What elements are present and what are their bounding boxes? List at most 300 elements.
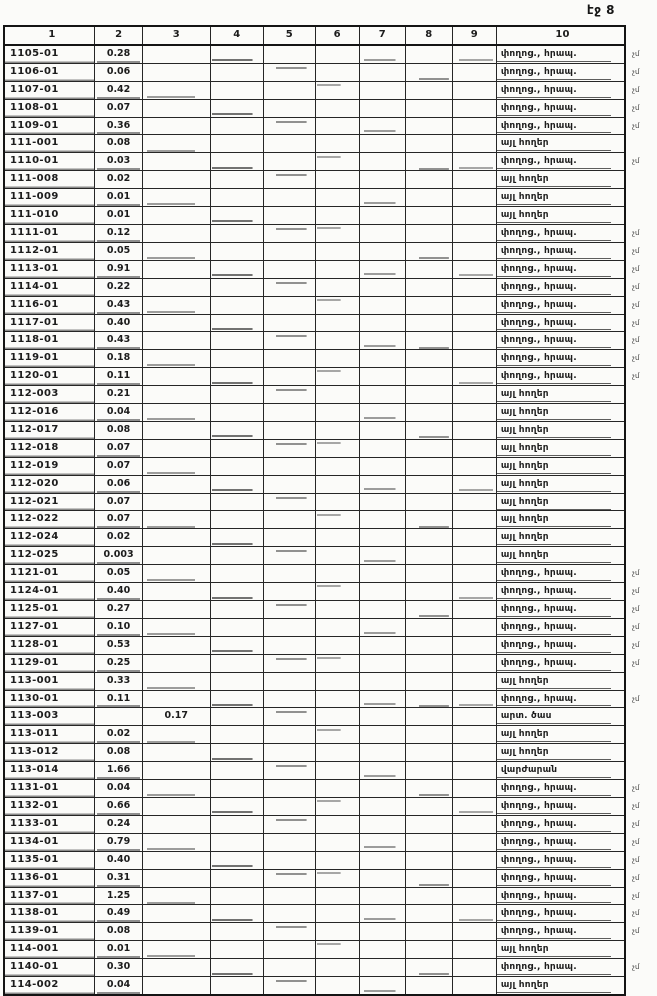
empty-cell bbox=[210, 350, 263, 368]
parcel-code-cell: 114-001 bbox=[4, 941, 95, 959]
area-col3-cell bbox=[142, 547, 210, 565]
area-col2-cell: 0.53 bbox=[95, 636, 143, 654]
land-use-cell: փողոց., հրապ. bbox=[496, 99, 625, 117]
empty-cell bbox=[210, 887, 263, 905]
empty-cell bbox=[405, 780, 452, 798]
empty-cell bbox=[210, 189, 263, 207]
land-use-cell: փողոց., հրապ. bbox=[496, 81, 625, 99]
parcel-code-cell: 112-022 bbox=[4, 511, 95, 529]
table-row bbox=[4, 797, 656, 815]
margin-note: չմ bbox=[632, 819, 640, 828]
empty-cell bbox=[315, 457, 359, 475]
table-row bbox=[4, 583, 656, 601]
empty-cell bbox=[452, 207, 496, 225]
empty-cell bbox=[210, 332, 263, 350]
area-col3-cell bbox=[142, 171, 210, 189]
empty-cell bbox=[263, 672, 315, 690]
empty-cell bbox=[263, 207, 315, 225]
empty-cell bbox=[315, 690, 359, 708]
table-row bbox=[4, 475, 656, 493]
empty-cell bbox=[405, 959, 452, 977]
empty-cell bbox=[315, 386, 359, 404]
land-use-cell: փողոց., հրապ. bbox=[496, 851, 625, 869]
margin-note bbox=[625, 439, 656, 457]
empty-cell bbox=[315, 404, 359, 422]
margin-note bbox=[625, 421, 656, 439]
empty-cell bbox=[452, 457, 496, 475]
table-row bbox=[4, 959, 656, 977]
margin-note: չմ bbox=[632, 336, 640, 345]
parcel-code-cell: 1127-01 bbox=[4, 618, 95, 636]
table-row bbox=[4, 762, 656, 780]
empty-cell bbox=[263, 117, 315, 135]
empty-cell bbox=[359, 63, 405, 81]
parcel-code-cell: 1105-01 bbox=[4, 45, 95, 63]
land-use-cell: փողոց., հրապ. bbox=[496, 636, 625, 654]
area-col3-cell bbox=[142, 601, 210, 619]
area-col2-cell: 0.08 bbox=[95, 744, 143, 762]
empty-cell bbox=[263, 726, 315, 744]
parcel-code-cell: 112-003 bbox=[4, 386, 95, 404]
land-use-cell: փողոց., հրապ. bbox=[496, 45, 625, 63]
table-row bbox=[4, 601, 656, 619]
table-row bbox=[4, 708, 656, 726]
table-row bbox=[4, 278, 656, 296]
table-row bbox=[4, 404, 656, 422]
empty-cell bbox=[452, 959, 496, 977]
empty-cell bbox=[405, 404, 452, 422]
area-col3-cell bbox=[142, 45, 210, 63]
land-use-cell: փողոց., հրապ. bbox=[496, 565, 625, 583]
table-row bbox=[4, 905, 656, 923]
table-row bbox=[4, 421, 656, 439]
parcel-code-cell: 1121-01 bbox=[4, 565, 95, 583]
table-row bbox=[4, 923, 656, 941]
empty-cell bbox=[263, 923, 315, 941]
empty-cell bbox=[315, 762, 359, 780]
empty-cell bbox=[359, 708, 405, 726]
table-row bbox=[4, 171, 656, 189]
empty-cell bbox=[359, 977, 405, 995]
empty-cell bbox=[315, 636, 359, 654]
empty-cell bbox=[263, 99, 315, 117]
land-use-cell: այլ հողեր bbox=[496, 744, 625, 762]
empty-cell bbox=[452, 547, 496, 565]
land-use-cell: այլ հողեր bbox=[496, 493, 625, 511]
empty-cell bbox=[210, 135, 263, 153]
area-col2-cell: 0.25 bbox=[95, 654, 143, 672]
margin-note: չմ bbox=[632, 587, 640, 596]
area-col3-cell bbox=[142, 923, 210, 941]
margin-note bbox=[625, 941, 656, 959]
area-col3-cell bbox=[142, 63, 210, 81]
area-col2-cell: 0.06 bbox=[95, 475, 143, 493]
empty-cell bbox=[263, 654, 315, 672]
table-row bbox=[4, 99, 656, 117]
area-col2-cell: 0.06 bbox=[95, 63, 143, 81]
area-col2-cell: 0.79 bbox=[95, 833, 143, 851]
empty-cell bbox=[405, 923, 452, 941]
empty-cell bbox=[263, 708, 315, 726]
empty-cell bbox=[405, 386, 452, 404]
land-use-cell: փողոց., հրապ. bbox=[496, 690, 625, 708]
area-col2-cell: 0.11 bbox=[95, 368, 143, 386]
area-col2-cell: 1.66 bbox=[95, 762, 143, 780]
empty-cell bbox=[263, 242, 315, 260]
empty-cell bbox=[315, 959, 359, 977]
area-col3-cell bbox=[142, 314, 210, 332]
empty-cell bbox=[452, 636, 496, 654]
empty-cell bbox=[315, 923, 359, 941]
area-col2-cell: 0.43 bbox=[95, 296, 143, 314]
empty-cell bbox=[359, 368, 405, 386]
empty-cell bbox=[210, 959, 263, 977]
margin-note bbox=[625, 547, 656, 565]
column-header: 5 bbox=[263, 26, 315, 45]
empty-cell bbox=[405, 189, 452, 207]
area-col2-cell: 0.91 bbox=[95, 260, 143, 278]
empty-cell bbox=[359, 404, 405, 422]
margin-note bbox=[625, 475, 656, 493]
empty-cell bbox=[210, 833, 263, 851]
margin-note: չմ bbox=[632, 927, 640, 936]
empty-cell bbox=[405, 941, 452, 959]
empty-cell bbox=[452, 833, 496, 851]
parcel-code-cell: 1140-01 bbox=[4, 959, 95, 977]
empty-cell bbox=[405, 529, 452, 547]
empty-cell bbox=[452, 296, 496, 314]
area-col3-cell bbox=[142, 404, 210, 422]
empty-cell bbox=[210, 260, 263, 278]
parcel-code-cell: 113-014 bbox=[4, 762, 95, 780]
land-use-cell: այլ հողեր bbox=[496, 672, 625, 690]
empty-cell bbox=[405, 314, 452, 332]
margin-note: չմ bbox=[632, 318, 640, 327]
empty-cell bbox=[210, 475, 263, 493]
empty-cell bbox=[359, 869, 405, 887]
land-use-cell: այլ հողեր bbox=[496, 726, 625, 744]
area-col2-cell: 0.04 bbox=[95, 404, 143, 422]
area-col3-cell bbox=[142, 959, 210, 977]
empty-cell bbox=[405, 439, 452, 457]
area-col2-cell: 0.40 bbox=[95, 851, 143, 869]
table-header bbox=[4, 26, 656, 45]
empty-cell bbox=[210, 511, 263, 529]
empty-cell bbox=[315, 332, 359, 350]
empty-cell bbox=[405, 278, 452, 296]
table-row bbox=[4, 368, 656, 386]
empty-cell bbox=[452, 99, 496, 117]
area-col3-cell bbox=[142, 726, 210, 744]
empty-cell bbox=[210, 690, 263, 708]
empty-cell bbox=[405, 260, 452, 278]
empty-cell bbox=[315, 242, 359, 260]
empty-cell bbox=[315, 189, 359, 207]
empty-cell bbox=[452, 314, 496, 332]
area-col3-cell bbox=[142, 368, 210, 386]
empty-cell bbox=[263, 547, 315, 565]
area-col3-cell bbox=[142, 565, 210, 583]
empty-cell bbox=[359, 797, 405, 815]
parcel-code-cell: 111-001 bbox=[4, 135, 95, 153]
empty-cell bbox=[263, 833, 315, 851]
empty-cell bbox=[359, 296, 405, 314]
empty-cell bbox=[452, 63, 496, 81]
table-row bbox=[4, 744, 656, 762]
empty-cell bbox=[359, 45, 405, 63]
empty-cell bbox=[210, 583, 263, 601]
empty-cell bbox=[405, 171, 452, 189]
empty-cell bbox=[315, 708, 359, 726]
area-col2-cell: 0.43 bbox=[95, 332, 143, 350]
parcel-code-cell: 1128-01 bbox=[4, 636, 95, 654]
empty-cell bbox=[315, 81, 359, 99]
empty-cell bbox=[210, 368, 263, 386]
empty-cell bbox=[405, 744, 452, 762]
empty-cell bbox=[263, 887, 315, 905]
margin-note bbox=[625, 762, 656, 780]
empty-cell bbox=[263, 601, 315, 619]
empty-cell bbox=[210, 547, 263, 565]
parcel-code-cell: 112-021 bbox=[4, 493, 95, 511]
area-col3-cell bbox=[142, 421, 210, 439]
empty-cell bbox=[405, 797, 452, 815]
empty-cell bbox=[452, 565, 496, 583]
empty-cell bbox=[210, 45, 263, 63]
empty-cell bbox=[315, 654, 359, 672]
empty-cell bbox=[315, 726, 359, 744]
table-row bbox=[4, 672, 656, 690]
table-row bbox=[4, 780, 656, 798]
empty-cell bbox=[210, 421, 263, 439]
parcel-code-cell: 1116-01 bbox=[4, 296, 95, 314]
empty-cell bbox=[263, 135, 315, 153]
area-col3-cell bbox=[142, 941, 210, 959]
margin-note: չմ bbox=[632, 658, 640, 667]
empty-cell bbox=[315, 815, 359, 833]
area-col2-cell: 0.02 bbox=[95, 171, 143, 189]
margin-note bbox=[625, 726, 656, 744]
empty-cell bbox=[452, 224, 496, 242]
area-col2-cell: 0.24 bbox=[95, 815, 143, 833]
empty-cell bbox=[210, 618, 263, 636]
empty-cell bbox=[359, 439, 405, 457]
area-col3-cell bbox=[142, 117, 210, 135]
area-col2-cell: 0.12 bbox=[95, 224, 143, 242]
margin-note bbox=[625, 529, 656, 547]
empty-cell bbox=[359, 941, 405, 959]
empty-cell bbox=[263, 636, 315, 654]
empty-cell bbox=[263, 439, 315, 457]
empty-cell bbox=[452, 153, 496, 171]
area-col3-cell bbox=[142, 457, 210, 475]
table-body bbox=[4, 45, 656, 995]
empty-cell bbox=[315, 207, 359, 225]
empty-cell bbox=[210, 278, 263, 296]
empty-cell bbox=[210, 708, 263, 726]
table-row bbox=[4, 224, 656, 242]
area-col2-cell: 0.30 bbox=[95, 959, 143, 977]
empty-cell bbox=[263, 260, 315, 278]
area-col3-cell bbox=[142, 81, 210, 99]
table-row bbox=[4, 350, 656, 368]
land-use-cell: փողոց., հրապ. bbox=[496, 583, 625, 601]
parcel-code-cell: 1138-01 bbox=[4, 905, 95, 923]
parcel-code-cell: 1130-01 bbox=[4, 690, 95, 708]
area-col2-cell: 0.01 bbox=[95, 207, 143, 225]
area-col3-cell bbox=[142, 189, 210, 207]
land-use-cell: այլ հողեր bbox=[496, 207, 625, 225]
area-col3-cell bbox=[142, 135, 210, 153]
empty-cell bbox=[315, 278, 359, 296]
area-col3-cell bbox=[142, 815, 210, 833]
margin-note bbox=[625, 493, 656, 511]
land-use-cell: փողոց., հրապ. bbox=[496, 117, 625, 135]
table-row bbox=[4, 153, 656, 171]
table-row bbox=[4, 63, 656, 81]
empty-cell bbox=[315, 153, 359, 171]
empty-cell bbox=[359, 833, 405, 851]
margin-note: չմ bbox=[632, 300, 640, 309]
empty-cell bbox=[210, 726, 263, 744]
margin-note: չմ bbox=[632, 246, 640, 255]
empty-cell bbox=[452, 708, 496, 726]
empty-cell bbox=[452, 690, 496, 708]
empty-cell bbox=[405, 708, 452, 726]
table-row bbox=[4, 869, 656, 887]
margin-note: չմ bbox=[632, 354, 640, 363]
empty-cell bbox=[210, 493, 263, 511]
empty-cell bbox=[315, 565, 359, 583]
empty-cell bbox=[452, 511, 496, 529]
empty-cell bbox=[405, 815, 452, 833]
empty-cell bbox=[359, 457, 405, 475]
area-col2-cell: 0.28 bbox=[95, 45, 143, 63]
empty-cell bbox=[263, 350, 315, 368]
empty-cell bbox=[359, 672, 405, 690]
empty-cell bbox=[359, 314, 405, 332]
empty-cell bbox=[405, 117, 452, 135]
land-use-cell: փողոց., հրապ. bbox=[496, 332, 625, 350]
land-use-cell: փողոց., հրապ. bbox=[496, 959, 625, 977]
area-col3-cell bbox=[142, 242, 210, 260]
land-use-cell: այլ հողեր bbox=[496, 439, 625, 457]
parcel-code-cell: 1136-01 bbox=[4, 869, 95, 887]
empty-cell bbox=[405, 457, 452, 475]
table-row bbox=[4, 726, 656, 744]
empty-cell bbox=[263, 332, 315, 350]
area-col3-cell bbox=[142, 493, 210, 511]
empty-cell bbox=[359, 511, 405, 529]
empty-cell bbox=[263, 421, 315, 439]
table-row bbox=[4, 189, 656, 207]
table-row bbox=[4, 260, 656, 278]
empty-cell bbox=[210, 636, 263, 654]
empty-cell bbox=[263, 63, 315, 81]
empty-cell bbox=[210, 565, 263, 583]
table-row bbox=[4, 618, 656, 636]
land-use-cell: փողոց., հրապ. bbox=[496, 278, 625, 296]
margin-note bbox=[625, 207, 656, 225]
empty-cell bbox=[315, 851, 359, 869]
empty-cell bbox=[405, 135, 452, 153]
table-row bbox=[4, 511, 656, 529]
empty-cell bbox=[359, 565, 405, 583]
area-col2-cell: 0.003 bbox=[95, 547, 143, 565]
margin-note bbox=[625, 189, 656, 207]
empty-cell bbox=[315, 63, 359, 81]
margin-note bbox=[625, 672, 656, 690]
empty-cell bbox=[405, 851, 452, 869]
empty-cell bbox=[315, 601, 359, 619]
empty-cell bbox=[405, 833, 452, 851]
parcel-code-cell: 111-009 bbox=[4, 189, 95, 207]
empty-cell bbox=[263, 618, 315, 636]
empty-cell bbox=[210, 923, 263, 941]
empty-cell bbox=[210, 386, 263, 404]
empty-cell bbox=[210, 815, 263, 833]
empty-cell bbox=[359, 744, 405, 762]
area-col3-cell bbox=[142, 977, 210, 995]
parcel-code-cell: 1110-01 bbox=[4, 153, 95, 171]
parcel-code-cell: 1139-01 bbox=[4, 923, 95, 941]
empty-cell bbox=[359, 242, 405, 260]
margin-note bbox=[625, 171, 656, 189]
parcel-code-cell: 114-002 bbox=[4, 977, 95, 995]
parcel-code-cell: 112-016 bbox=[4, 404, 95, 422]
margin-spacer bbox=[625, 26, 656, 45]
area-col3-cell bbox=[142, 475, 210, 493]
empty-cell bbox=[263, 529, 315, 547]
area-col2-cell: 0.03 bbox=[95, 153, 143, 171]
land-use-cell: փողոց., հրապ. bbox=[496, 905, 625, 923]
empty-cell bbox=[263, 744, 315, 762]
table-row bbox=[4, 135, 656, 153]
table-row bbox=[4, 386, 656, 404]
area-col2-cell: 0.01 bbox=[95, 189, 143, 207]
land-use-cell: այլ հողեր bbox=[496, 404, 625, 422]
empty-cell bbox=[452, 350, 496, 368]
empty-cell bbox=[359, 99, 405, 117]
table-row bbox=[4, 493, 656, 511]
empty-cell bbox=[210, 905, 263, 923]
empty-cell bbox=[210, 153, 263, 171]
margin-note: չմ bbox=[632, 891, 640, 900]
empty-cell bbox=[263, 959, 315, 977]
empty-cell bbox=[263, 475, 315, 493]
empty-cell bbox=[359, 726, 405, 744]
land-parcel-table bbox=[3, 25, 657, 996]
empty-cell bbox=[315, 493, 359, 511]
area-col3-cell bbox=[142, 332, 210, 350]
parcel-code-cell: 1131-01 bbox=[4, 780, 95, 798]
area-col3-cell bbox=[142, 153, 210, 171]
empty-cell bbox=[452, 601, 496, 619]
empty-cell bbox=[263, 815, 315, 833]
empty-cell bbox=[315, 618, 359, 636]
empty-cell bbox=[210, 207, 263, 225]
empty-cell bbox=[210, 296, 263, 314]
area-col2-cell: 0.08 bbox=[95, 923, 143, 941]
empty-cell bbox=[263, 153, 315, 171]
empty-cell bbox=[405, 81, 452, 99]
empty-cell bbox=[359, 117, 405, 135]
margin-note: չմ bbox=[632, 837, 640, 846]
empty-cell bbox=[452, 368, 496, 386]
land-use-cell: այլ հողեր bbox=[496, 171, 625, 189]
empty-cell bbox=[315, 439, 359, 457]
area-col3-cell bbox=[142, 654, 210, 672]
